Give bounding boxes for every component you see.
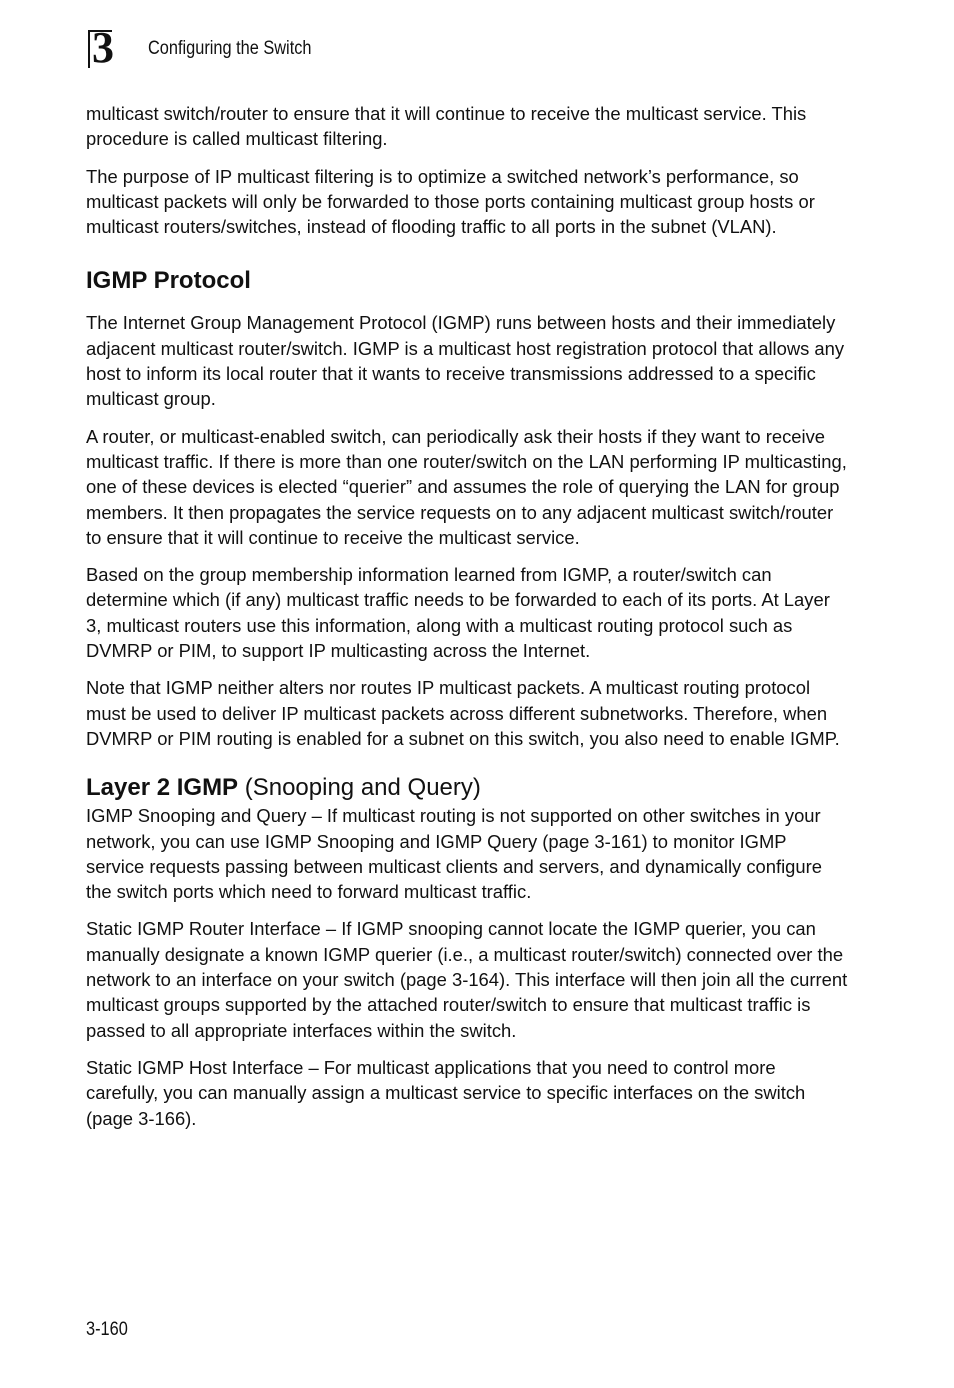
running-title: Configuring the Switch: [148, 38, 312, 59]
igmp-paragraph-3: Based on the group membership information learned from IGMP, a router/switch can determine which (if any) multicast traffic needs to be forwarded to each of its ports. At Layer 3, multicast routers use this information, along with a multicast routing protocol such as DVMRP or PIM, to support IP multicasting across the Internet.: [86, 564, 830, 662]
page-header: [88, 23, 338, 72]
section-heading-layer2-igmp: [86, 773, 848, 803]
igmp-paragraph-1: The Internet Group Management Protocol (IGMP) runs between hosts and their immediately adjacent multicast router/switch. IGMP is a multicast host registration protocol that allows any host to inform its local router that it wants to receive transmissions addressed to a specific multicast group.: [86, 312, 845, 410]
intro-paragraph-2: The purpose of IP multicast filtering is to optimize a switched network’s performance, so multicast packets will only be forwarded to those ports containing multicast group hosts or multicast routers/switches, instead of flooding traffic to all ports in the subnet (VLAN).: [86, 165, 815, 238]
page-body: [86, 101, 848, 1143]
igmp-paragraph-2: A router, or multicast-enabled switch, can periodically ask their hosts if they want to receive multicast traffic. If there is more than one router/switch on the LAN performing IP multicasting, one of these devices is elected “querier” and assumes the role of querying the LAN for group members. It then propagates the service requests on to any adjacent multicast switch/router to ensure that it will continue to receive the multicast service.: [86, 425, 847, 548]
chapter-box-left-rule: [88, 30, 90, 68]
section-heading-igmp-protocol: IGMP Protocol: [86, 267, 251, 295]
layer2-paragraph-2: Static IGMP Router Interface – If IGMP snooping cannot locate the IGMP querier, you can manually designate a known IGMP querier (i.e., a multicast router/switch) connected over the network to an interface on your switch (page 3-164). This interface will then join all the current multicast groups supported by the attached router/switch to ensure that multicast traffic is passed to all appropriate interfaces within the switch.: [86, 918, 848, 1041]
igmp-paragraph-4: Note that IGMP neither alters nor routes IP multicast packets. A multicast routing protocol must be used to deliver IP multicast packets across different subnetworks. Therefore, when DVMRP or PIM routing is enabled for a subnet on this switch, you also need to enable IGMP.: [86, 677, 840, 749]
layer2-paragraph-3: Static IGMP Host Interface – For multicast applications that you need to control more carefully, you can manually assign a multicast service to specific interfaces on the switch (page 3-166).: [86, 1056, 806, 1129]
chapter-number: 3: [92, 23, 114, 72]
page-number: 3-160: [86, 1319, 128, 1340]
heading-normal-part: (Snooping and Query): [238, 774, 481, 802]
chapter-number-box: [88, 23, 128, 72]
layer2-paragraph-1: IGMP Snooping and Query – If multicast routing is not supported on other switches in your network, you can use IGMP Snooping and IGMP Query (page 3-161) to monitor IGMP service requests passing between multicast clients and servers, and dynamically configure the switch ports which need to forward multicast traffic.: [86, 805, 822, 903]
intro-paragraph-1: multicast switch/router to ensure that it will continue to receive the multicast service. This procedure is called multicast filtering.: [86, 103, 807, 150]
heading-bold-part: Layer 2 IGMP: [86, 774, 239, 802]
